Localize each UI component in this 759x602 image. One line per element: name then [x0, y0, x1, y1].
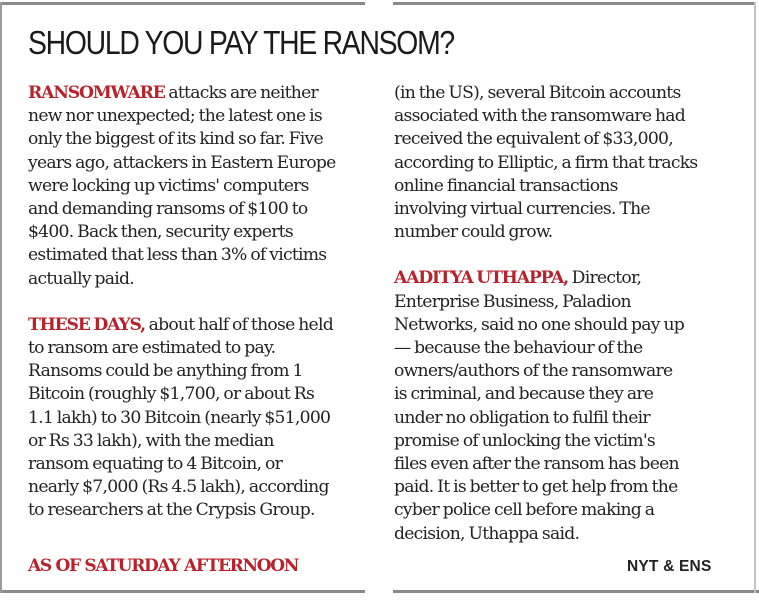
paragraph-line: only the biggest of its kind so far. Five — [28, 129, 323, 150]
line-text: attacks are neither — [164, 83, 318, 103]
paragraph-line: to ransom are estimated to pay. — [28, 338, 276, 359]
paragraph-line: cyber police cell before making a — [394, 500, 655, 521]
paragraph-line: decision, Uthappa said. — [394, 523, 580, 544]
paragraph-line — [28, 82, 373, 105]
paragraph-line: — because the behaviour of the — [394, 338, 643, 359]
frame-top-left-rule — [0, 2, 365, 5]
paragraph-line: paid. It is better to get help from the — [394, 477, 678, 498]
left-column — [28, 82, 373, 546]
paragraph-line — [28, 314, 373, 337]
paragraph-line: estimated that less than 3% of victims — [28, 245, 327, 266]
frame-left-rule — [0, 2, 2, 593]
right-column — [394, 82, 744, 569]
paragraph-line: received the equivalent of $33,000, — [394, 129, 673, 150]
paragraph-continuation — [394, 82, 744, 244]
paragraph-line: years ago, attackers in Eastern Europe — [28, 152, 336, 173]
continuation-kicker: AS OF SATURDAY AFTERNOON — [28, 556, 298, 576]
lead-in: AADITYA UTHAPPA, — [394, 268, 568, 289]
paragraph-line: Ransoms could be anything from 1 — [28, 361, 303, 382]
frame-bottom-left-rule — [0, 590, 365, 593]
paragraph-line: number could grow. — [394, 222, 553, 243]
paragraph-line: were locking up victims' computers — [28, 175, 309, 196]
paragraph-line: nearly $7,000 (Rs 4.5 lakh), according — [28, 477, 329, 498]
paragraph-line: Networks, said no one should pay up — [394, 314, 685, 335]
paragraph-line: $400. Back then, security experts — [28, 222, 293, 243]
paragraph-line: to researchers at the Crypsis Group. — [28, 500, 315, 521]
paragraph-line: associated with the ransomware had — [394, 106, 686, 127]
paragraph-line: actually paid. — [28, 268, 134, 289]
paragraph-line: and demanding ransoms of $100 to — [28, 199, 308, 220]
paragraph-line: files even after the ransom has been — [394, 454, 679, 475]
line-text: Director, — [567, 268, 642, 289]
frame-right-rule — [754, 2, 756, 593]
lead-in: RANSOMWARE — [28, 83, 165, 103]
paragraph-these-days — [28, 314, 373, 523]
paragraph-ransomware — [28, 82, 373, 291]
paragraph-line: new nor unexpected; the latest one is — [28, 106, 322, 127]
frame-top-right-rule — [393, 2, 756, 5]
paragraph-line: involving virtual currencies. The — [394, 199, 650, 220]
headline: SHOULD YOU PAY THE RANSOM? — [28, 24, 454, 61]
paragraph-line: under no obligation to fulfil their — [394, 407, 650, 428]
paragraph-line: (in the US), several Bitcoin accounts — [394, 83, 681, 103]
line-text: about half of those held — [144, 314, 333, 335]
paragraph-uthappa — [394, 267, 744, 545]
paragraph-line: promise of unlocking the victim's — [394, 430, 655, 451]
paragraph-line: Bitcoin (roughly $1,700, or about Rs — [28, 384, 315, 405]
source-credit: NYT & ENS — [627, 558, 712, 575]
paragraph-line: according to Elliptic, a firm that tracks — [394, 152, 698, 173]
lead-in: THESE DAYS, — [28, 314, 145, 335]
paragraph-line — [394, 267, 744, 290]
paragraph-line: or Rs 33 lakh), with the median — [28, 430, 274, 451]
frame-bottom-right-rule — [393, 590, 759, 593]
paragraph-line: is criminal, and because they are — [394, 384, 654, 405]
paragraph-line: 1.1 lakh) to 30 Bitcoin (nearly $51,000 — [28, 407, 331, 428]
paragraph-line: online financial transactions — [394, 175, 618, 196]
paragraph-line: ransom equating to 4 Bitcoin, or — [28, 454, 283, 475]
paragraph-line: owners/authors of the ransomware — [394, 361, 673, 382]
paragraph-line: Enterprise Business, Paladion — [394, 291, 631, 312]
